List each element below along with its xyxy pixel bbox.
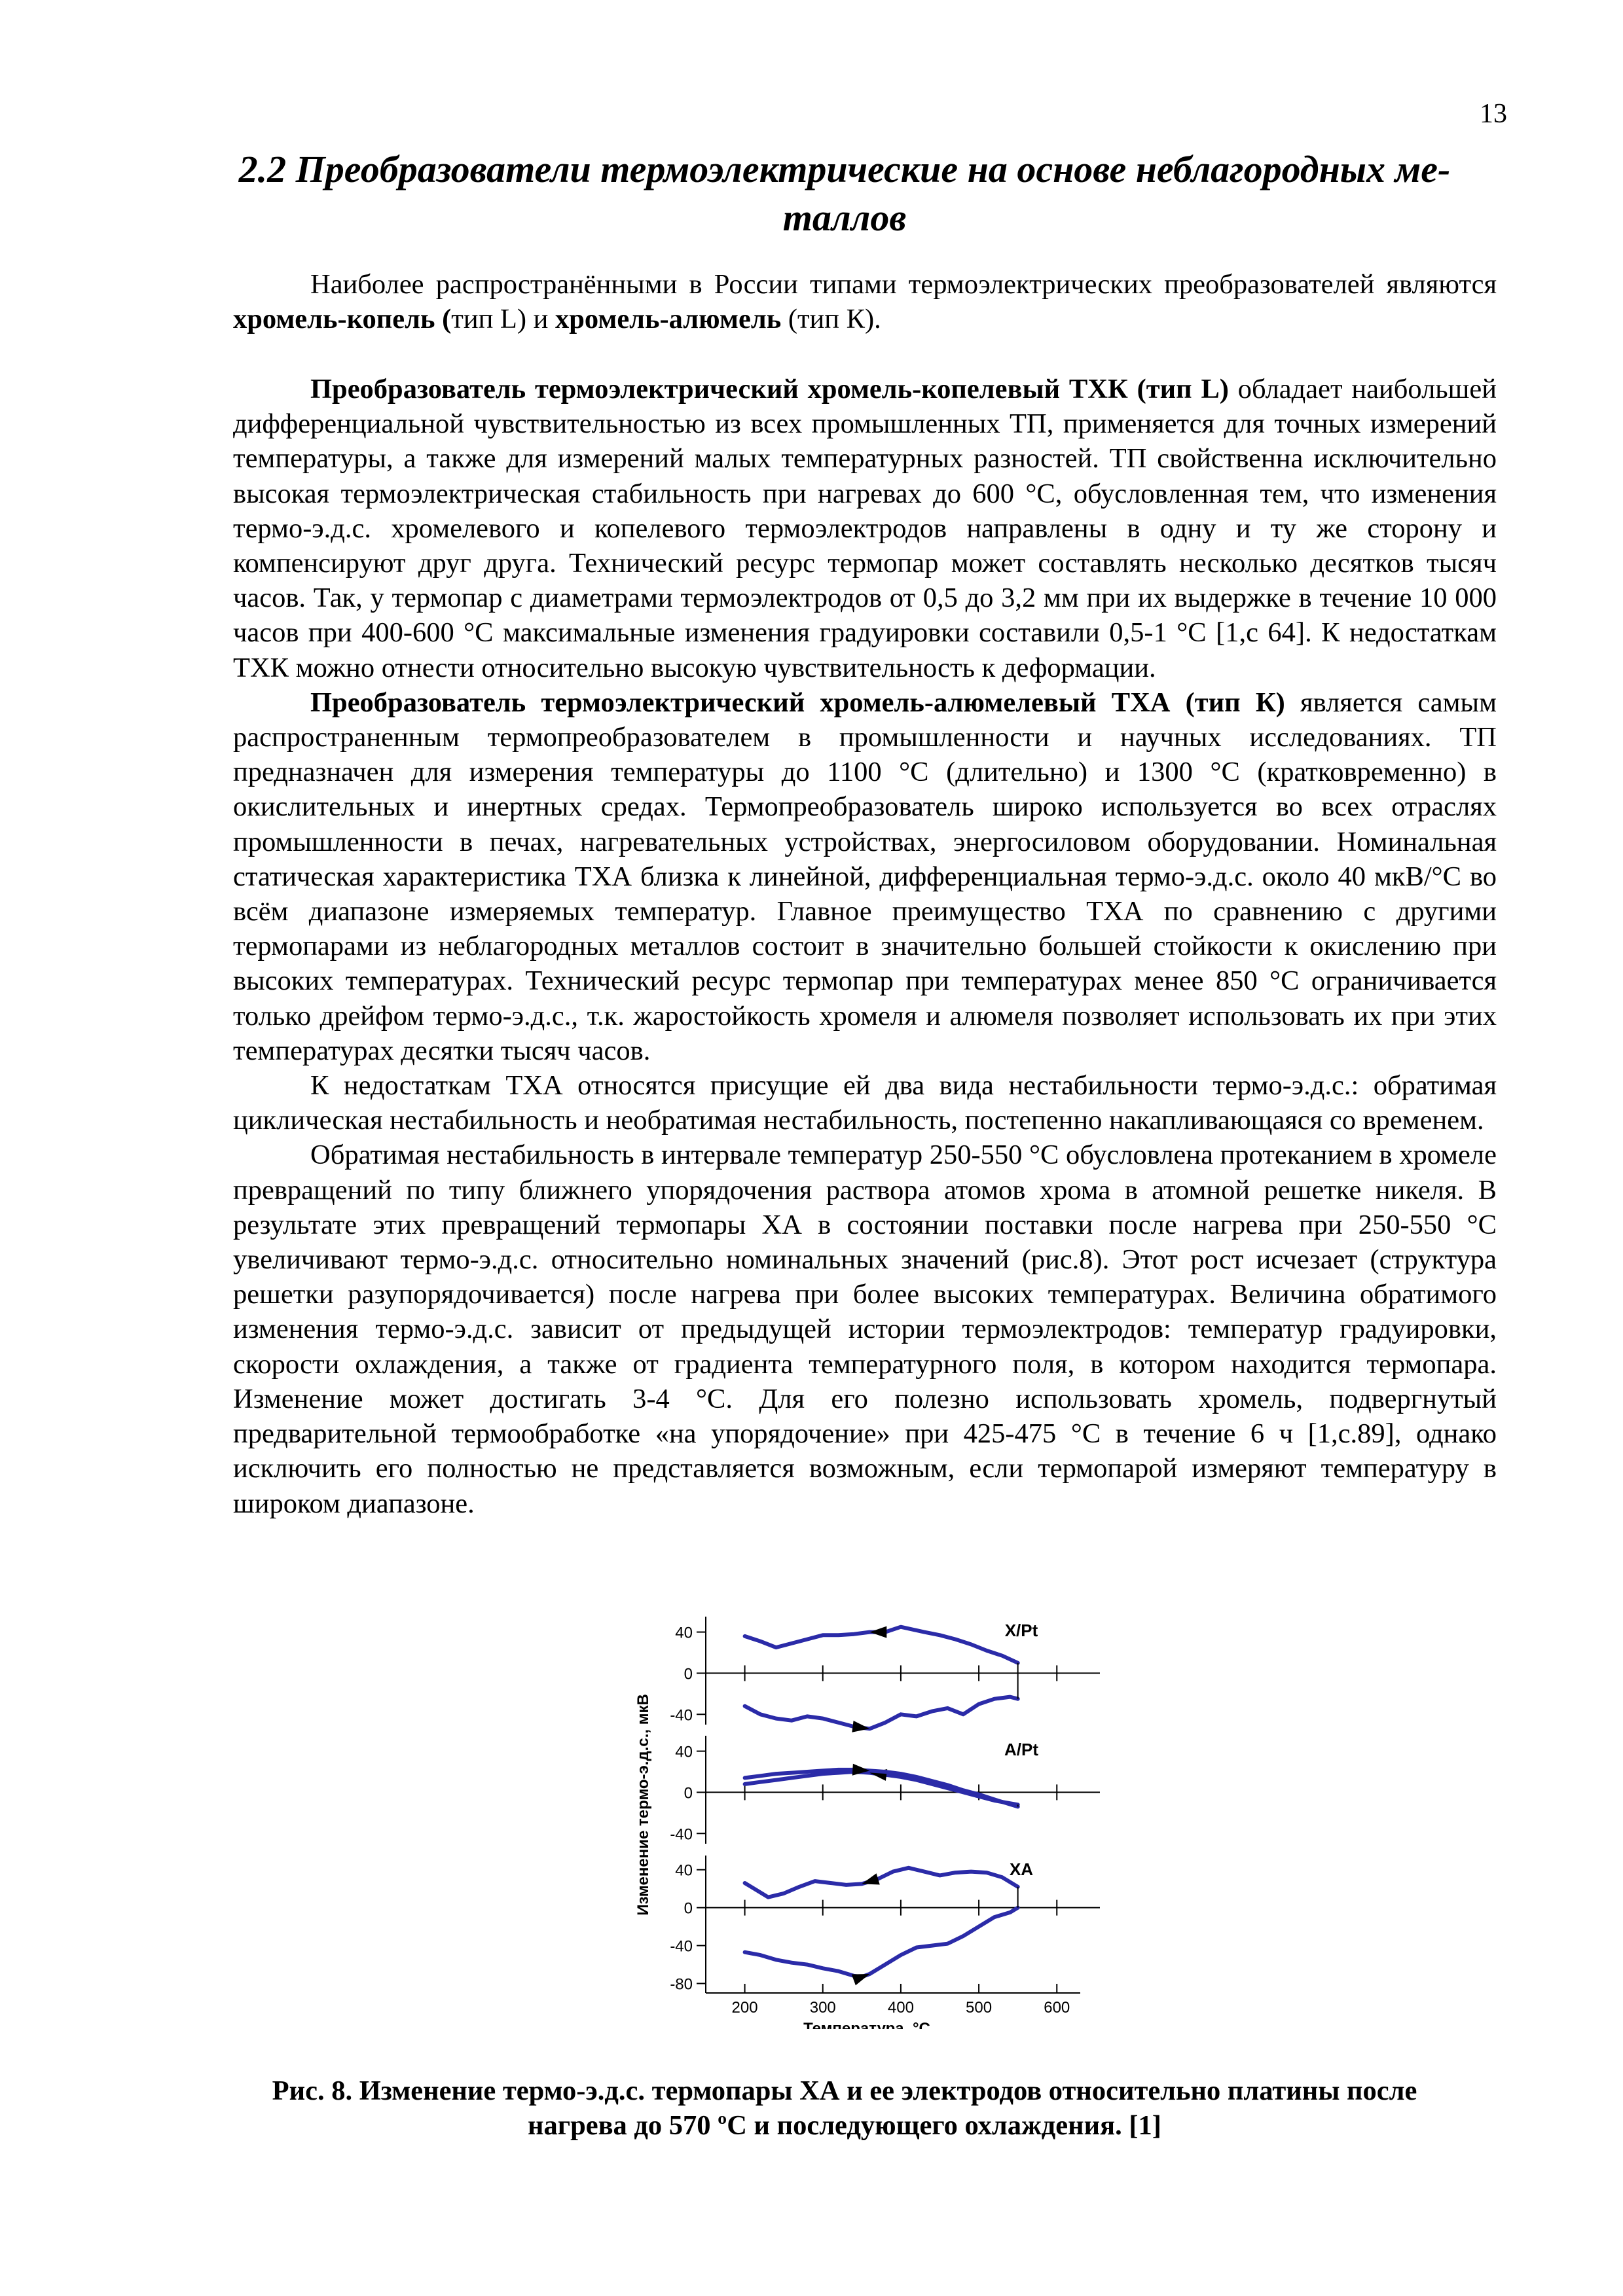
panel-1-y-tick-label-2: 0 <box>684 1665 693 1683</box>
panel-3-heating-line <box>745 1908 1018 1977</box>
figure-caption <box>196 2073 1493 2143</box>
panel-3-y-tick-label-1: 40 <box>675 1861 693 1880</box>
intro-text-2: тип L) и <box>451 304 556 335</box>
paragraph-txa-text: является самым распространенным термопреобразователем в промышленности и научных исследованиях. ТП предназначен для измерения температуры до 1100 °С (длительно) и 1300 °С (кратковременно) в окислительных и инертных средах. Термопреобразователь широко используется во всех отраслях промышленности в печах, нагревательных устройствах, энергосиловом оборудовании. Номинальная статическая характеристика ТХА близка к линейной, дифференциальная термо-э.д.с. около 40 мкВ/°С во всём диапазоне измеряемых температур. Главное преимущество ТХА по сравнению с другими термопарами из неблагородных металлов состоит в значительно большей стойкости к окислению при высоких температурах. Технический ресурс термопар при температурах менее 850 °С ограничивается только дрейфом термо-э.д.с., т.к. жаростойкость хромеля и алюмеля позволяет использовать их при этих температурах десятки тысяч часов. <box>233 687 1497 1066</box>
paragraph-txk-text: обладает наибольшей дифференциальной чувствительностью из всех промышленных ТП, применяется для точных измерений температуры, а также для измерений малых температурных разностей. ТП свойственна исключительно высокая термоэлектрическая стабильность при нагревах до 600 °С, обусловленная тем, что изменения термо-э.д.с. хромелевого и копелевого термоэлектродов направлены в одну и ту же сторону и компенсируют друг друга. Технический ресурс термопар может составлять несколько десятков тысяч часов. Так, у термопар с диаметрами термоэлектродов от 0,5 до 3,2 мм при их выдержке в течение 10 000 часов при 400-600 °С максимальные изменения градуировки составили 0,5-1 °С [1,с 64]. К недостаткам ТХК можно отнести относительно высокую чувствительность к деформации. <box>233 374 1497 683</box>
panel-1-y-tick-label-1: 40 <box>675 1624 693 1642</box>
intro-block <box>233 267 1497 336</box>
panel-3-heating-arrow <box>852 1974 870 1985</box>
paragraph-txk <box>233 372 1497 685</box>
figure-caption-line-2: нагрева до 570 ºС и последующего охлаждения. [1] <box>528 2110 1161 2141</box>
panel-3-label: ХА <box>1009 1859 1034 1879</box>
panel-1-label: X/Pt <box>1004 1621 1038 1640</box>
figure-8-chart <box>629 1597 1100 2029</box>
intro-bold-chromel-alumel: хромель-алюмель <box>555 304 782 335</box>
intro-bold-chromel-copel: хромель-копель ( <box>233 304 452 335</box>
intro-text-3: (тип К). <box>781 304 881 335</box>
section-title <box>196 145 1493 242</box>
figure-caption-line-1: Рис. 8. Изменение термо-э.д.с. термопары ХА и ее электродов относительно платины после <box>272 2075 1417 2106</box>
body-block <box>233 372 1497 1521</box>
section-title-line-1: 2.2 Преобразователи термоэлектрические на основе неблагородных ме- <box>238 148 1451 190</box>
panel-1-cooling-arrow <box>869 1626 886 1638</box>
y-axis-label: Изменение термо-э.д.с., мкВ <box>634 1694 652 1916</box>
panel-3-cooling-arrow <box>862 1873 880 1884</box>
x-tick-label-3: 400 <box>887 1999 914 2017</box>
x-tick-label-2: 300 <box>809 1999 836 2017</box>
page-number: 13 <box>1480 99 1507 129</box>
panel-1-y-tick-label-3: -40 <box>670 1706 693 1725</box>
section-title-line-2: таллов <box>782 196 907 239</box>
panel-3-y-tick-label-4: -80 <box>670 1975 693 1994</box>
paragraph-txa-bold: Преобразователь термоэлектрический хромель-алюмелевый ТХА (тип К) <box>310 687 1285 718</box>
paragraph-drawbacks: К недостаткам ТХА относятся присущие ей два вида нестабильности термо-э.д.с.: обратимая циклическая нестабильность и необратимая нестабильность, постепенно накапливающаяся со временем. <box>233 1070 1497 1136</box>
x-axis-label: Температура, °С <box>803 2020 930 2029</box>
panel-2-y-tick-label-2: 0 <box>684 1784 693 1803</box>
paragraph-reversible-instability: Обратимая нестабильность в интервале температур 250-550 °С обусловлена протеканием в хромеле превращений по типу ближнего упорядочения раствора атомов хрома в атомной решетке никеля. В результате этих превращений термопары ХА в состоянии поставки после нагрева при 250-550 °С увеличивают термо-э.д.с. относительно номинальных значений (рис.8). Этот рост исчезает (структура решетки разупорядочивается) после нагрева при более высоких температурах. Величина обратимого изменения термо-э.д.с. зависит от предыдущей истории термоэлектродов: температур градуировки, скорости охлаждения, а также от градиента температурного поля, в котором находится термопара. Изменение может достигать 3-4 °С. Для его полезно использовать хромель, подвергнутый предварительной термообработке «на упорядочение» при 425-475 °С в течение 6 ч [1,с.89], однако исключить его полностью не представляется возможным, если термопарой измеряют температуру в широком диапазоне. <box>233 1139 1497 1519</box>
paragraph-txk-bold: Преобразователь термоэлектрический хромель-копелевый ТХК (тип L) <box>310 374 1229 404</box>
panel-3-cooling-line <box>745 1868 1018 1897</box>
intro-paragraph <box>233 267 1497 336</box>
paragraph-txa <box>233 685 1497 1068</box>
x-tick-label-5: 600 <box>1044 1999 1070 2017</box>
panel-2-y-tick-label-3: -40 <box>670 1825 693 1844</box>
figure-8 <box>629 1597 1100 2029</box>
panel-2-label: A/Pt <box>1004 1740 1038 1759</box>
x-tick-label-4: 500 <box>966 1999 993 2017</box>
panel-2-y-tick-label-1: 40 <box>675 1743 693 1761</box>
panel-3-y-tick-label-2: 0 <box>684 1899 693 1918</box>
x-tick-label-1: 200 <box>731 1999 758 2017</box>
panel-1-heating-line <box>745 1697 1018 1729</box>
panel-3-y-tick-label-3: -40 <box>670 1937 693 1956</box>
intro-text-1: Наиболее распространёнными в России типами термоэлектрических преобразователей являются <box>310 269 1497 300</box>
